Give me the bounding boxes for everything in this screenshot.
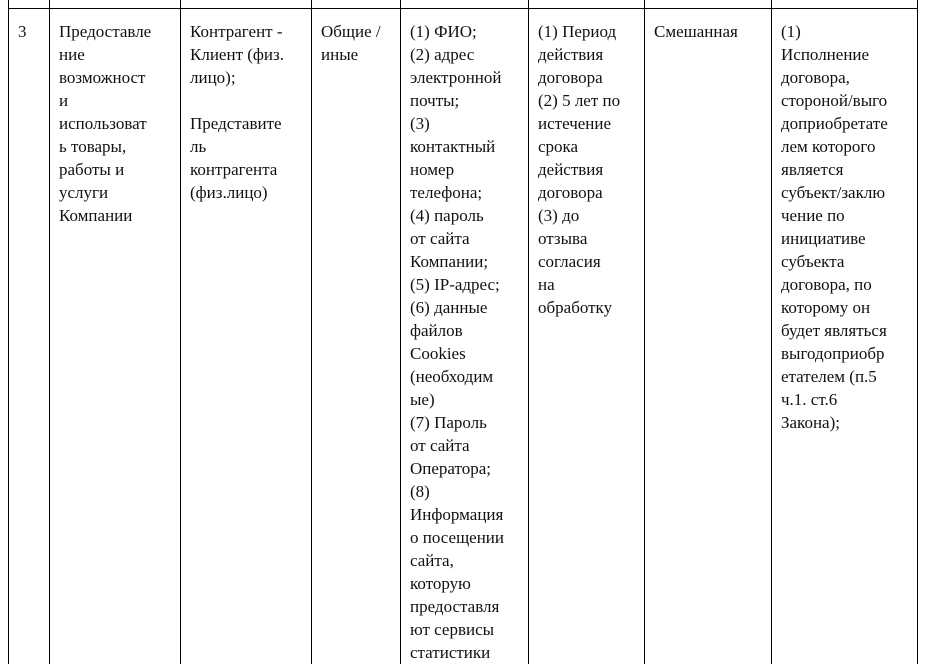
table-top-border xyxy=(8,8,918,9)
column-divider xyxy=(528,0,529,664)
row-number: 3 xyxy=(18,22,27,41)
column-divider xyxy=(771,0,772,664)
retention-period: (1) Период действия договора (2) 5 лет по истечение срока действия договора (3) до отзыва согласия на обработку xyxy=(538,22,621,317)
legal-basis: (1) Исполнение договора, стороной/выго доприобретате лем которого является субъект/заклю чение по инициативе субъекта договора, по которому он будет являться выгодоприобр етателем (п.5 ч.1. ст.6 Закона); xyxy=(781,22,888,432)
column-divider xyxy=(49,0,50,664)
processing-method: Смешанная xyxy=(654,22,738,41)
column-divider xyxy=(311,0,312,664)
data-subjects: Контрагент - Клиент (физ. лицо); Представите ль контрагента (физ.лицо) xyxy=(190,22,284,202)
column-divider xyxy=(400,0,401,664)
data-category: Общие / иные xyxy=(321,22,381,64)
processing-purpose: Предоставле ние возможност и использоват ь товары, работы и услуги Компании xyxy=(59,22,152,225)
column-divider xyxy=(917,0,918,664)
column-divider xyxy=(180,0,181,664)
column-divider xyxy=(644,0,645,664)
personal-data-list: (1) ФИО; (2) адрес электронной почты; (3) контактный номер телефона; (4) пароль от сайта Компании; (5) IP-адрес; (6) данные файлов Cookies (необходим ые) (7) Пароль от сайта Оператора; (8) Информация о посещении сайта, которую предоставля ют сервисы статистики xyxy=(410,22,504,662)
column-divider xyxy=(8,0,9,664)
